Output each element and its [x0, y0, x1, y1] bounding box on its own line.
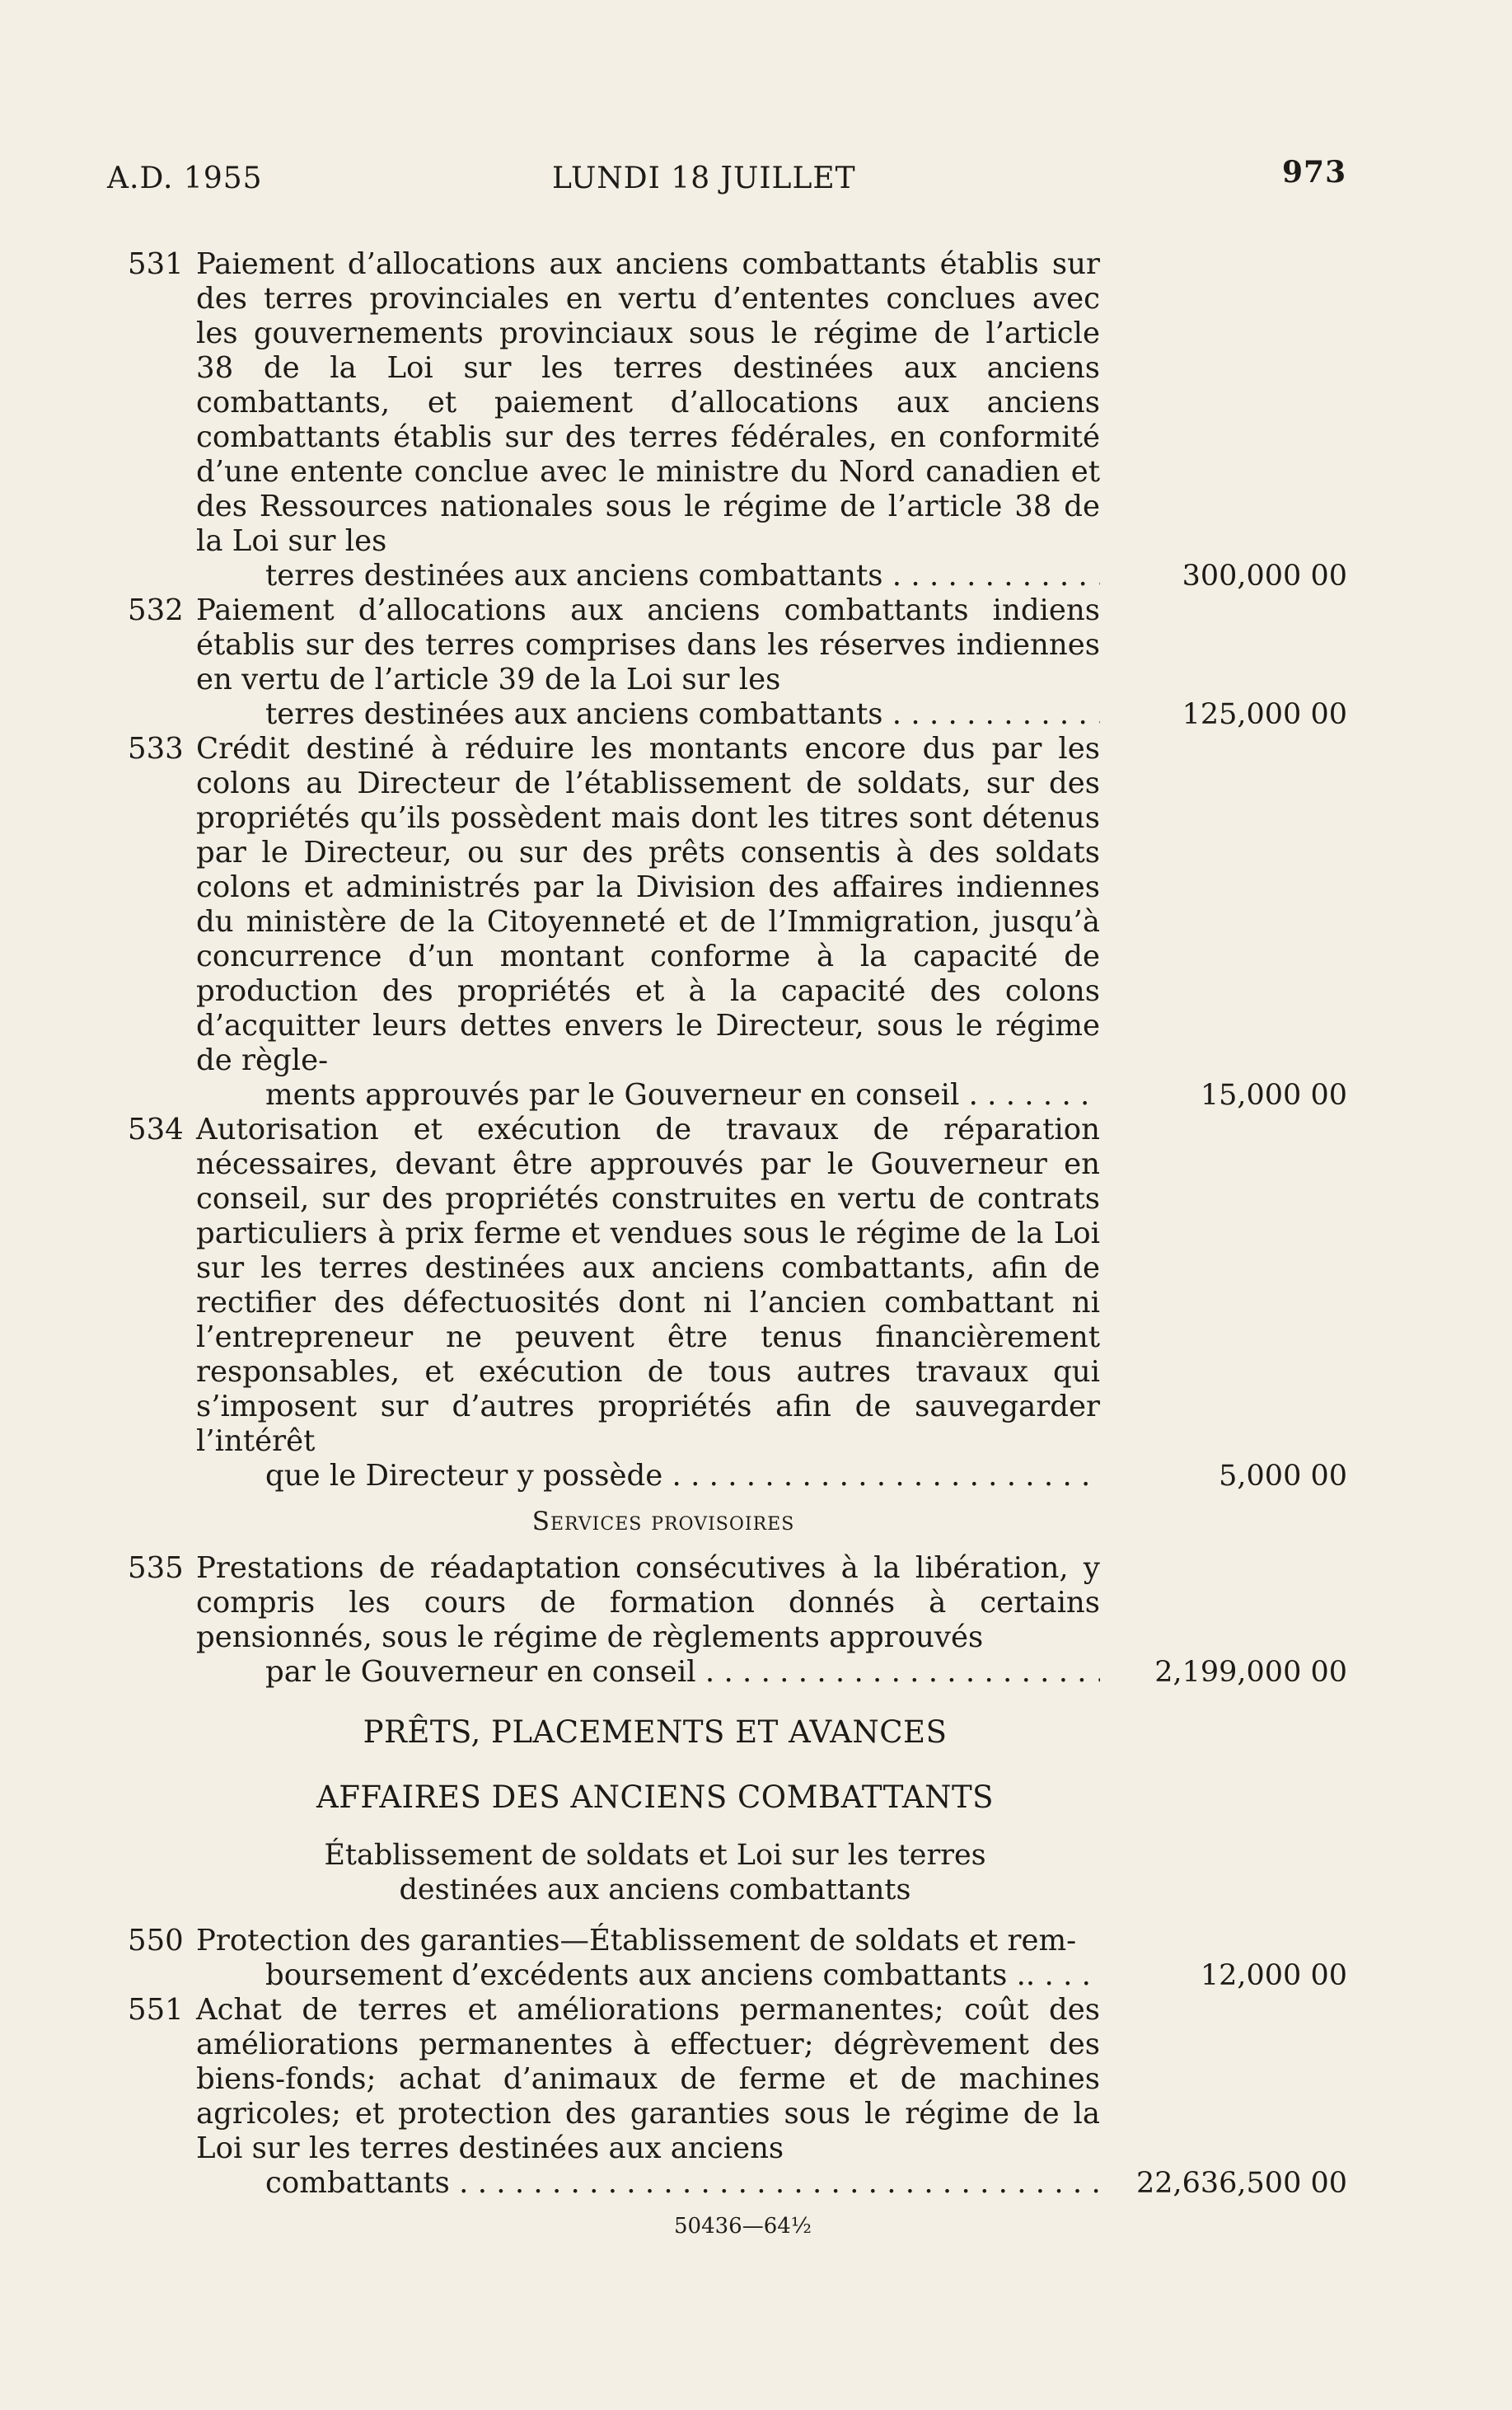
- vote-entry: [128, 247, 1347, 593]
- vote-text: Achat de terres et améliorations permanentes; coût des améliorations permanentes à effectuer; dégrèvement des biens-fonds; achat d’animaux de ferme et de machines agricoles; et protection des garanties sous le régime de la Loi sur les terres destinées aux anciens: [196, 1993, 1100, 2165]
- vote-amount: 2,199,000 00: [1154, 1656, 1347, 1689]
- vote-amount: 12,000 00: [1200, 1959, 1347, 1992]
- vote-last-line: [265, 1655, 1100, 1690]
- heading-prets: PRÊTS, PLACEMENTS ET AVANCES: [363, 1714, 948, 1750]
- vote-amount: 15,000 00: [1200, 1079, 1347, 1112]
- vote-entry: [128, 1113, 1347, 1493]
- vote-number: 534: [128, 1113, 184, 1146]
- vote-last-text: terres destinées aux anciens combattants . . .: [265, 697, 1100, 731]
- vote-description: [128, 247, 1100, 593]
- vote-last-line: [265, 1958, 1100, 1993]
- vote-last-line: [265, 1078, 1100, 1113]
- vote-number: 550: [128, 1924, 184, 1958]
- header-date: LUNDI 18 JUILLET: [552, 162, 856, 195]
- vote-text: Protection des garanties—Établissement de soldats et rem-: [196, 1924, 1077, 1958]
- subheading-line-1: Établissement de soldats et Loi sur les terres: [324, 1839, 986, 1872]
- vote-text: Prestations de réadaptation consécutives à la libération, y compris les cours de formation donnés à certains pensionnés, sous le régime de règlements approuvés: [196, 1551, 1100, 1654]
- vote-last-line: [265, 2166, 1100, 2201]
- vote-description: [128, 1993, 1100, 2201]
- section-heading-services: Services provisoires: [531, 1507, 795, 1536]
- vote-text: Paiement d’allocations aux anciens combattants indiens établis sur des terres comprises dans les réserves indiennes en vertu de l’article 39 de la Loi sur les: [196, 593, 1100, 696]
- vote-last-text: ments approuvés par le Gouverneur en conseil . . .: [265, 1078, 1100, 1112]
- heading-affaires: AFFAIRES DES ANCIENS COMBATTANTS: [316, 1779, 994, 1815]
- vote-last-text: terres destinées aux anciens combattants . . .: [265, 559, 1100, 593]
- vote-entry: [128, 1924, 1347, 1993]
- header-year: A.D. 1955: [107, 162, 263, 195]
- vote-description: [128, 732, 1100, 1113]
- entries-group-c: [128, 1924, 1347, 2201]
- vote-text: Autorisation et exécution de travaux de réparation nécessaires, devant être approuvés par le Gouverneur en conseil, sur des propriétés construites en vertu de contrats particuliers à prix ferme et vendues sous le régime de la Loi sur les terres destinées aux anciens combattants, afin de rectifier des défectuosités dont ni l’ancien combattant ni l’entrepreneur ne peuvent être tenus financièrement responsables, et exécution de tous autres travaux qui s’imposent sur d’autres propriétés afin de sauvegarder l’intérêt: [196, 1113, 1100, 1458]
- vote-number: 532: [128, 593, 184, 627]
- vote-text: Crédit destiné à réduire les montants encore dus par les colons au Directeur de l’établissement de soldats, sur des propriétés qu’ils possèdent mais dont les titres sont détenus par le Directeur, ou sur des prêts consentis à des soldats colons et administrés par la Division des affaires indiennes du ministère de la Citoyenneté et de l’Immigration, jusqu’à concurrence d’un montant conforme à la capacité de production des propriétés et à la capacité des colons d’acquitter leurs dettes envers le Directeur, sous le régime de règle-: [196, 732, 1100, 1077]
- footer-code: 50436—64½: [674, 2214, 812, 2239]
- vote-text: Paiement d’allocations aux anciens combattants établis sur des terres provinciales en vertu d’ententes conclues avec les gouvernements provinciaux sous le régime de l’article 38 de la Loi sur les terres destinées aux anciens combattants, et paiement d’allocations aux anciens combattants établis sur des terres fédérales, en conformité d’une entente conclue avec le ministre du Nord canadien et des Ressources nationales sous le régime de l’article 38 de la Loi sur les: [196, 247, 1100, 558]
- page-number: 973: [1282, 155, 1347, 190]
- vote-entry: [128, 593, 1347, 732]
- vote-last-text: par le Gouverneur en conseil . . .: [265, 1655, 1100, 1689]
- document-body: [128, 247, 1347, 2201]
- vote-entry: [128, 1993, 1347, 2201]
- entries-group-a: [128, 247, 1347, 1493]
- vote-description: [128, 593, 1100, 732]
- vote-number: 531: [128, 247, 184, 281]
- vote-description: [128, 1924, 1100, 1993]
- vote-last-line: [265, 697, 1100, 732]
- vote-number: 551: [128, 1993, 184, 2027]
- vote-number: 535: [128, 1551, 184, 1585]
- entries-group-b: [128, 1551, 1347, 1690]
- vote-last-text: que le Directeur y possède . . .: [265, 1459, 1100, 1493]
- vote-amount: 125,000 00: [1182, 698, 1347, 731]
- vote-amount: 22,636,500 00: [1135, 2167, 1347, 2200]
- vote-entry: [128, 732, 1347, 1113]
- vote-last-text: boursement d’excédents aux anciens combattants .. . . .: [265, 1958, 1100, 1992]
- vote-number: 533: [128, 732, 184, 766]
- vote-entry: [128, 1551, 1347, 1690]
- vote-last-line: [265, 1459, 1100, 1493]
- subheading-line-2: destinées aux anciens combattants: [399, 1873, 911, 1906]
- vote-last-line: [265, 559, 1100, 593]
- vote-amount: 300,000 00: [1182, 560, 1347, 593]
- vote-description: [128, 1113, 1100, 1493]
- vote-description: [128, 1551, 1100, 1690]
- vote-amount: 5,000 00: [1219, 1460, 1347, 1493]
- vote-last-text: combattants . . .: [265, 2166, 1100, 2200]
